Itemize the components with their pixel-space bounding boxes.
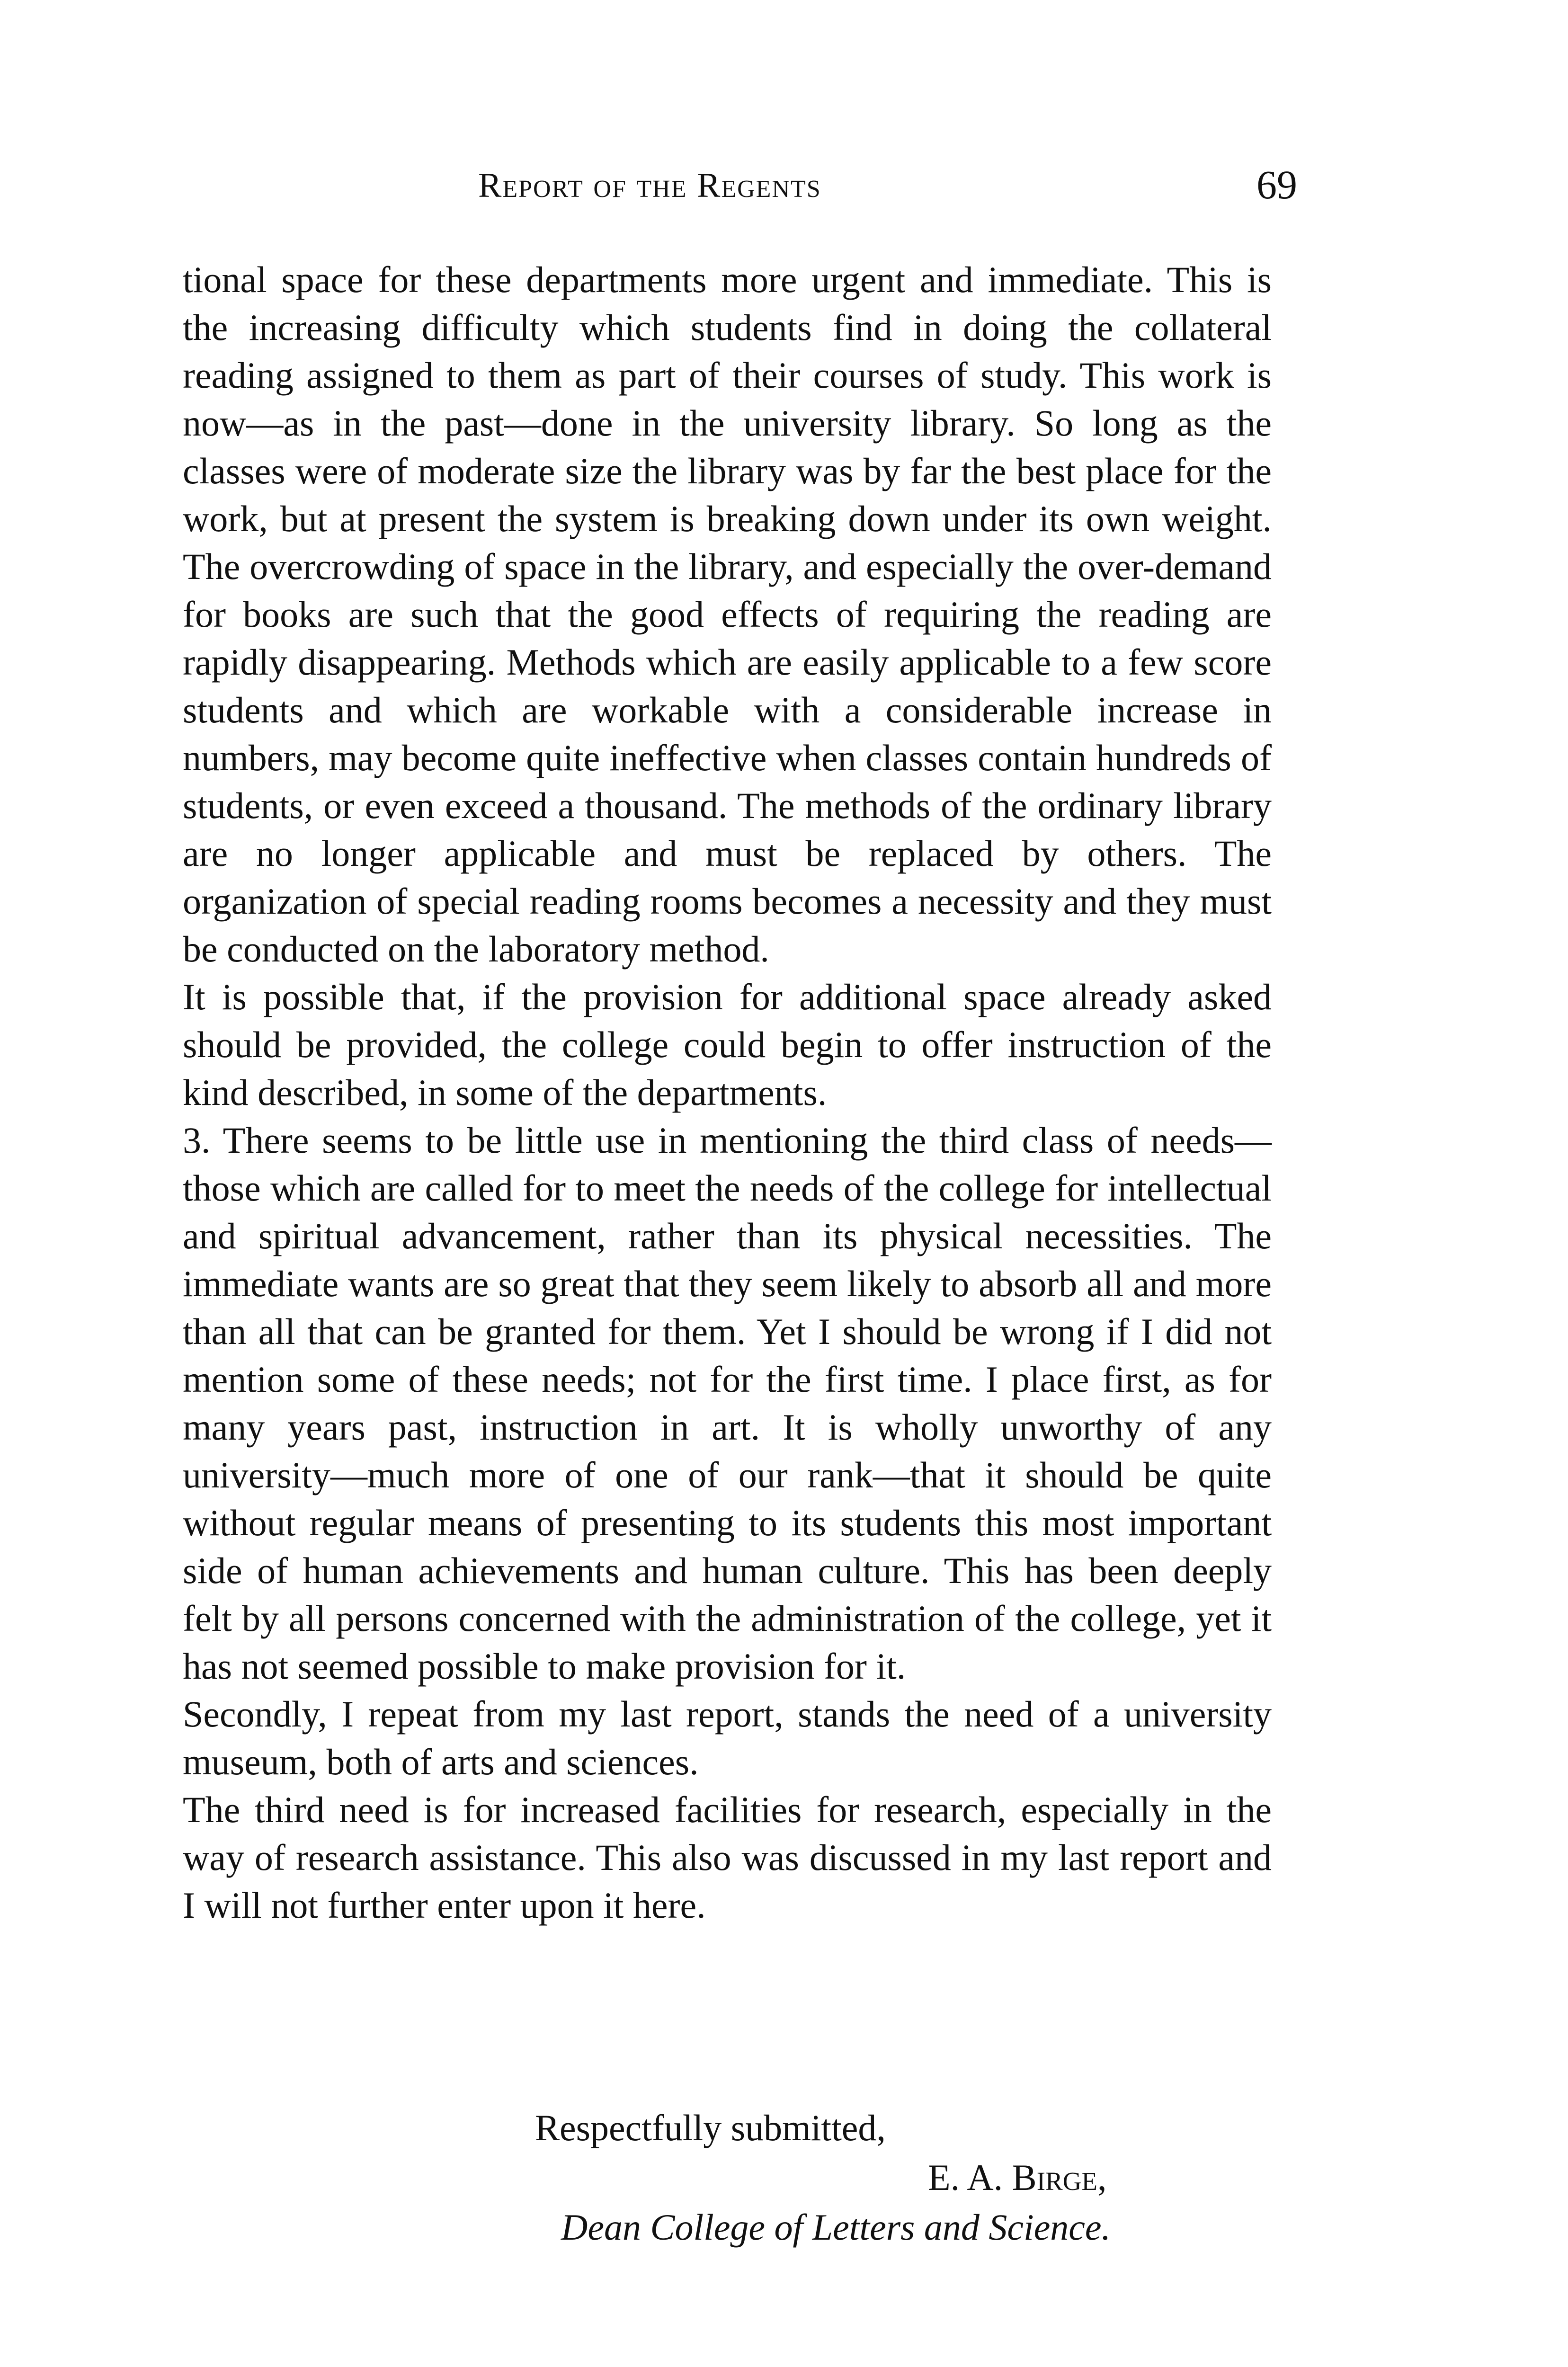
page-number: 69 (1256, 162, 1297, 207)
paragraph-provision: It is possible that, if the provision for additional space already asked should be provided, the college could begin to offer instruction of the kind described, in some of the departments. (183, 976, 1272, 1113)
signer-title: Dean College of Letters and Science. (561, 2207, 1111, 2248)
closing-line: Respectfully submitted, (535, 2107, 886, 2148)
paragraph-research: The third need is for increased facilities for research, especially in the way of research assistance. This also was discussed in my last report and I will not further enter upon it here. (183, 1789, 1272, 1926)
paragraph-third-class-needs: 3. There seems to be little use in mentioning the third class of needs—those which are called for to meet the needs of the college for intellectual and spiritual advancement, rather than its physical necessities. The immediate wants are so great that they seem likely to absorb all and more than all that can be granted for them. Yet I should be wrong if I did not mention some of these needs; not for the first time. I place first, as for many years past, instruction in art. It is wholly unworthy of any university—much more of one of our rank—that it should be quite without regular means of presenting to its students this most important side of human achievements and human culture. This has been deeply felt by all persons concerned with the administration of the college, yet it has not seemed possible to make provision for it. (183, 1120, 1272, 1687)
paragraph-continued: tional space for these departments more urgent and immediate. This is the increasing difficulty which students find in doing the collateral reading assigned to them as part of their courses of study. This work is now—as in the past—done in the university library. So long as the classes were of moderate size the library was by far the best place for the work, but at present the system is breaking down under its own weight. The overcrowding of space in the library, and especially the over-demand for books are such that the good effects of requiring the reading are rapidly disappearing. Methods which are easily applicable to a few score students and which are workable with a considerable increase in numbers, may become quite ineffective when classes contain hundreds of students, or even exceed a thousand. The methods of the ordinary library are no longer applicable and must be replaced by others. The organization of special reading rooms becomes a necessity and they must be conducted on the laboratory method. (183, 259, 1272, 970)
paragraph-museum: Secondly, I repeat from my last report, stands the need of a university museum, both of arts and sciences. (183, 1693, 1272, 1782)
body-text (183, 256, 1272, 1929)
page-header (0, 161, 1568, 213)
running-title: Report of the Regents (478, 166, 821, 205)
signature-block (0, 2107, 1568, 2268)
signer-name: E. A. Birge, (928, 2157, 1107, 2198)
